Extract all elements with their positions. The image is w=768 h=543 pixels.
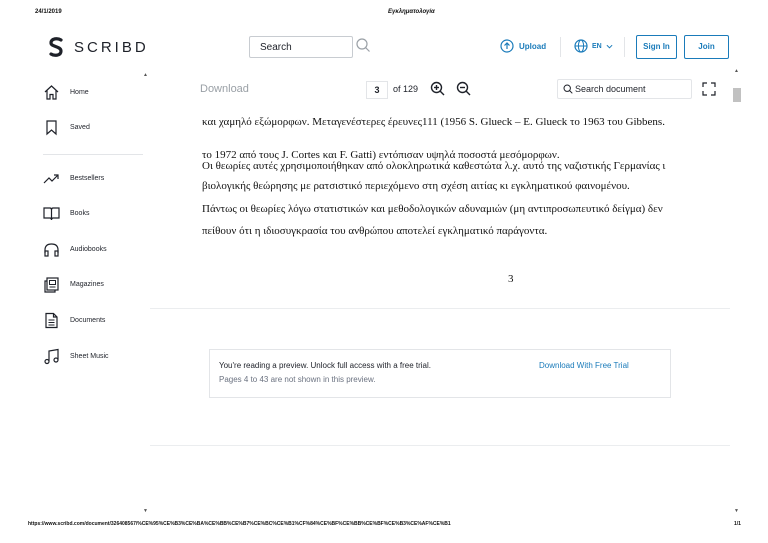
page-number: 3 <box>508 273 514 285</box>
sidebar-item-bestsellers[interactable] <box>43 170 104 187</box>
preview-subtext: Pages 4 to 43 are not shown in this preview. <box>219 375 376 384</box>
page-divider <box>150 445 730 446</box>
headphones-icon <box>43 241 60 258</box>
divider <box>624 37 625 57</box>
total-pages: of 129 <box>393 84 419 94</box>
page-number-input[interactable]: 3 <box>366 81 388 99</box>
sidebar-item-magazines[interactable] <box>43 276 104 293</box>
home-icon <box>43 84 60 101</box>
scroll-up-arrow-icon[interactable]: ▲ <box>143 72 148 78</box>
sidebar-item-label: Documents <box>70 317 106 324</box>
sidebar-item-label: Books <box>70 210 90 217</box>
sidebar-item-label: Bestsellers <box>70 175 105 182</box>
fullscreen-icon[interactable] <box>702 82 716 96</box>
scroll-thumb[interactable] <box>733 88 741 102</box>
sidebar-item-audiobooks[interactable] <box>43 241 107 258</box>
print-header <box>0 9 768 21</box>
download-free-trial-link[interactable]: Download With Free Trial <box>539 361 629 370</box>
search-placeholder: Search <box>260 42 292 53</box>
sidebar-item-label: Audiobooks <box>70 246 107 253</box>
zoom-in-icon[interactable] <box>430 81 445 96</box>
viewer-toolbar <box>150 72 730 106</box>
top-bar <box>0 28 768 68</box>
print-page-fraction: 1/1 <box>734 521 741 527</box>
preview-banner <box>209 349 671 398</box>
language-selector[interactable] <box>574 39 613 53</box>
upload-label: Upload <box>519 41 547 51</box>
book-icon <box>43 205 60 222</box>
chevron-down-icon <box>606 43 613 50</box>
sidebar-item-documents[interactable] <box>43 312 105 329</box>
sidebar-item-home[interactable] <box>43 84 89 101</box>
sidebar-scrollbar[interactable] <box>143 72 148 516</box>
document-search-input[interactable] <box>557 79 692 99</box>
sidebar-item-label: Home <box>70 89 89 96</box>
bookmark-icon <box>43 119 60 136</box>
download-link[interactable]: Download <box>200 83 249 95</box>
document-text-line: βιολογικής θεώρησης με ρατσιστικό περιεχόμενο στη σχέση αιτίας κι εγκληματικού φαινομένου. <box>202 180 630 192</box>
join-button[interactable]: Join <box>684 35 729 59</box>
sidebar <box>0 76 145 506</box>
sidebar-item-saved[interactable] <box>43 119 90 136</box>
logo-text: SCRIBD <box>74 38 149 56</box>
search-input[interactable] <box>249 36 353 58</box>
scribd-logo-icon <box>46 36 66 58</box>
scribd-logo[interactable] <box>46 36 149 58</box>
document-viewer <box>150 72 730 516</box>
trending-icon <box>43 170 60 187</box>
document-text-line: Πάντως οι θεωρίες λόγω στατιστικών και μεθοδολογικών αδυναμιών (μη αντιπροσωπευτικό δείγμα) δεν <box>202 203 663 215</box>
music-icon <box>43 348 60 365</box>
preview-message: You're reading a preview. Unlock full access with a free trial. <box>219 361 432 370</box>
scroll-down-arrow-icon[interactable]: ▼ <box>143 508 148 514</box>
document-icon <box>43 312 60 329</box>
sign-in-button[interactable]: Sign In <box>636 35 677 59</box>
sidebar-item-label: Saved <box>70 124 90 131</box>
search-icon[interactable] <box>355 37 371 53</box>
document-text-line: το 1972 από τους J. Cortes και F. Gatti) εντόπισαν υψηλά ποσοστά μεσόμορφων. <box>202 149 560 161</box>
upload-icon <box>500 39 514 53</box>
print-url: https://www.scribd.com/document/326408567/%CE%95%CE%B3%CE%BA%CE%BB%CE%B7%CE%BC%CE%B1%CF%84%CE%BF%CE%BB%CE%BF%CE%B3%CE%AF%CE%B1 <box>28 521 451 527</box>
magazine-icon <box>43 276 60 293</box>
print-date: 24/1/2019 <box>35 9 62 15</box>
document-text-line: και χαμηλό εξώμορφων. Μεταγενέστερες έρευνες111 (1956 S. Glueck – E. Glueck το 1963 του Gibbens. <box>202 116 665 128</box>
document-text-line: πείθουν ότι η ιδιοσυγκρασία του ανθρώπου αποτελεί εγκληματικό παράγοντα. <box>202 225 548 237</box>
sidebar-item-label: Magazines <box>70 281 104 288</box>
sidebar-item-sheet-music[interactable] <box>43 348 109 365</box>
document-scrollbar[interactable] <box>731 68 743 518</box>
scroll-down-arrow-icon[interactable]: ▼ <box>734 508 739 514</box>
zoom-out-icon[interactable] <box>456 81 471 96</box>
page-divider <box>150 308 730 309</box>
sidebar-item-books[interactable] <box>43 205 89 222</box>
document-text-line: Οι θεωρίες αυτές χρησιμοποιήθηκαν από ολοκληρωτικά καθεστώτα λ.χ. αυτό της ναζιστικής Γερμανίας ι <box>202 160 666 172</box>
search-icon <box>563 84 573 94</box>
globe-icon <box>574 39 588 53</box>
upload-button[interactable] <box>500 39 546 53</box>
scroll-up-arrow-icon[interactable]: ▲ <box>734 68 739 74</box>
document-search-placeholder: Search document <box>575 84 646 94</box>
print-title: Εγκληματολογία <box>388 9 435 15</box>
sidebar-item-label: Sheet Music <box>70 353 109 360</box>
divider <box>560 37 561 57</box>
sidebar-divider <box>43 154 143 155</box>
language-label: EN <box>592 42 602 50</box>
